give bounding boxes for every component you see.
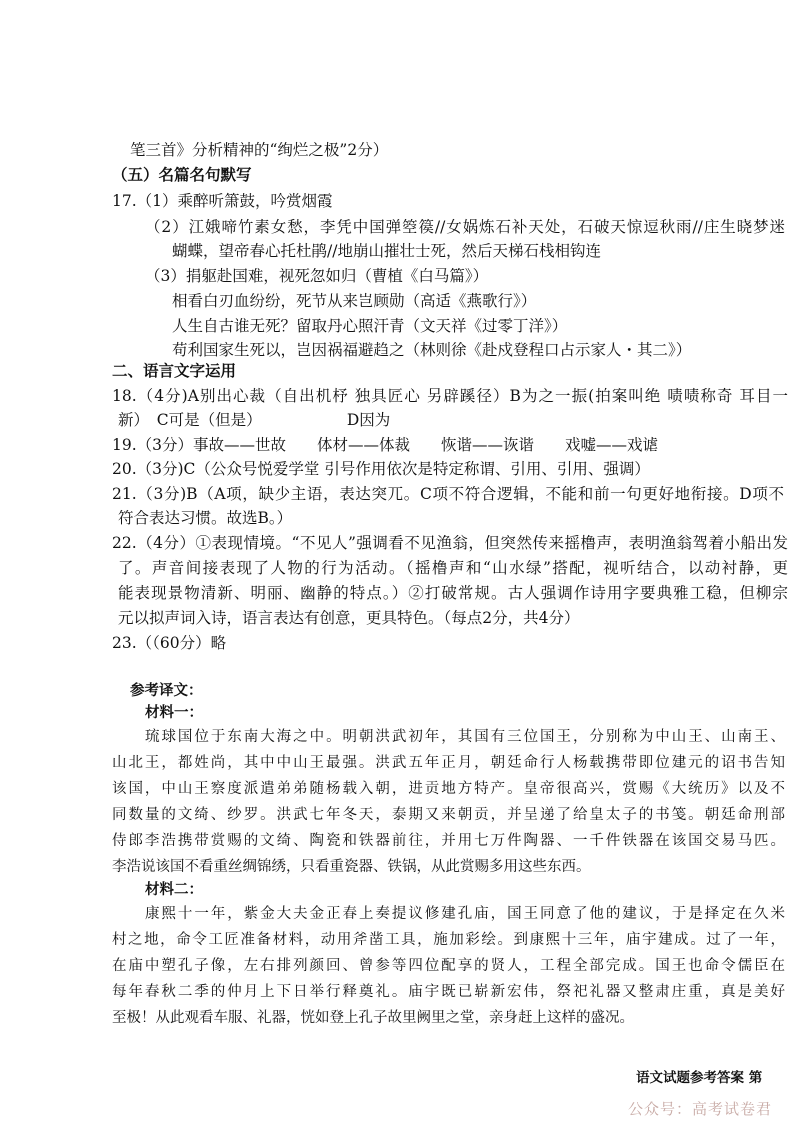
section-heading-five: （五）名篇名句默写: [112, 165, 252, 184]
material1-line: 该国，中山王察度派遣弟弟随杨载入朝，进贡地方特产。皇帝很高兴，赏赐《大统历》以及不: [112, 781, 785, 797]
answer-18-line1: 18.（4分)A别出心裁（自出机杼 独具匠心 另辟蹊径）B为之一振(拍案叫绝 啧啧称奇 耳目一: [112, 387, 788, 405]
footer-page-label: 语文试题参考答案 第: [636, 1070, 763, 1086]
answer-line-continuation: 笔三首》分析精神的“绚烂之极”2分）: [130, 141, 389, 159]
material1-line: 同数量的文绮、纱罗。洪武七年冬天，泰期又来朝贡，并呈递了给皇太子的书笺。朝廷命刑部: [112, 807, 785, 823]
answer-22-line1: 22.（4分）①表现情境。“不见人”强调看不见渔翁，但突然传来摇橹声，表明渔翁驾着小船出发: [112, 534, 788, 552]
material1-line: 侍郎李浩携带赏赐的文绮、陶瓷和铁器前往，并用七万件陶器、一千件铁器在该国交易马匹。: [112, 833, 785, 849]
answer-17-2-line2: 蝴蝶，望帝春心托杜鹃//地崩山摧壮士死，然后天梯石栈相钩连: [172, 242, 601, 260]
material2-line: 至极！从此观看车服、礼器，恍如登上孔子故里阙里之堂，亲身赶上这样的盛况。: [112, 1010, 634, 1026]
answer-22-line3: 能表现景物清新、明丽、幽静的特点。）②打破常规。古人强调作诗用字要典雅工稳，但柳宗: [118, 584, 788, 602]
answer-17-3-line3: 人生自古谁无死？留取丹心照汗青（文天祥《过零丁洋》）: [172, 317, 568, 335]
material2-line: 每年春秋二季的仲月上下日举行释奠礼。庙宇既已崭新宏伟，祭祀礼器又整肃庄重，真是美好: [112, 984, 785, 1000]
answer-21-line1: 21.（3分)B（A项，缺少主语，表达突兀。C项不符合逻辑，不能和前一句更好地衔接。D项不: [112, 485, 784, 503]
answer-19: 19.（3分）事故——世故 体材——体裁 恢谐——诙谐 戏嘘——戏谑: [112, 436, 659, 454]
answer-17-2-line1: （2）江娥啼竹素女愁，李凭中国弹箜篌//女娲炼石补天处，石破天惊逗秋雨//庄生晓梦迷: [145, 218, 785, 236]
answer-20: 20.（3分)C（公众号悦爱学堂 引号作用依次是特定称谓、引用、引用、强调）: [112, 460, 650, 478]
answer-22-line2: 了。声音间接表现了人物的行为活动。（摇橹声和“山水绿”搭配，视听结合，以动衬静，更: [118, 559, 788, 577]
answer-17-3-line2: 相看白刃血纷纷，死节从来岂顾勋（高适《燕歌行》）: [172, 292, 537, 310]
material1-title: 材料一：: [145, 704, 203, 721]
section-heading-two: 二、语言文字运用: [112, 361, 237, 380]
answer-18-line2: 新） C可是（但是） D因为: [118, 411, 391, 429]
answer-22-line4: 元以拟声词入诗，语言表达有创意，更具特色。（每点2分，共4分）: [118, 609, 580, 627]
answer-21-line2: 符合表达习惯。故选B。）: [118, 509, 293, 527]
watermark: 公众号：高考试卷君: [628, 1100, 773, 1118]
material1-line: 李浩说该国不看重丝绸锦绣，只看重瓷器、铁锅，从此赏赐多用这些东西。: [112, 859, 591, 875]
material1-line: 琉球国位于东南大海之中。明朝洪武初年，其国有三位国王，分别称为中山王、山南王、: [145, 729, 785, 745]
material2-line: 村之地，命令工匠准备材料，动用斧凿工具，施加彩绘。到康熙十三年，庙宇建成。过了一年，: [112, 932, 785, 948]
answer-17-3-line1: （3）捐躯赴国难，视死忽如归（曹植《白马篇》）: [145, 267, 489, 285]
material1-line: 山北王，都姓尚，其中中山王最强。洪武五年正月，朝廷命行人杨载携带即位建元的诏书告知: [112, 755, 785, 771]
material2-title: 材料二：: [145, 881, 203, 898]
answer-17-3-line4: 苟利国家生死以，岂因祸福避趋之（林则徐《赴戍登程口占示家人・其二》）: [172, 341, 692, 359]
answer-17-1: 17.（1）乘醉听箫鼓，吟赏烟霞: [112, 192, 333, 210]
translation-heading: 参考译文：: [130, 682, 203, 699]
answer-23: 23.（（60分）略: [112, 634, 227, 652]
material2-line: 在庙中塑孔子像，左右排列颜回、曾参等四位配享的贤人，工程全部完成。国王也命令儒臣在: [112, 958, 785, 974]
material2-line: 康熙十一年，紫金大夫金正春上奏提议修建孔庙，国王同意了他的建议，于是择定在久米: [145, 906, 785, 922]
